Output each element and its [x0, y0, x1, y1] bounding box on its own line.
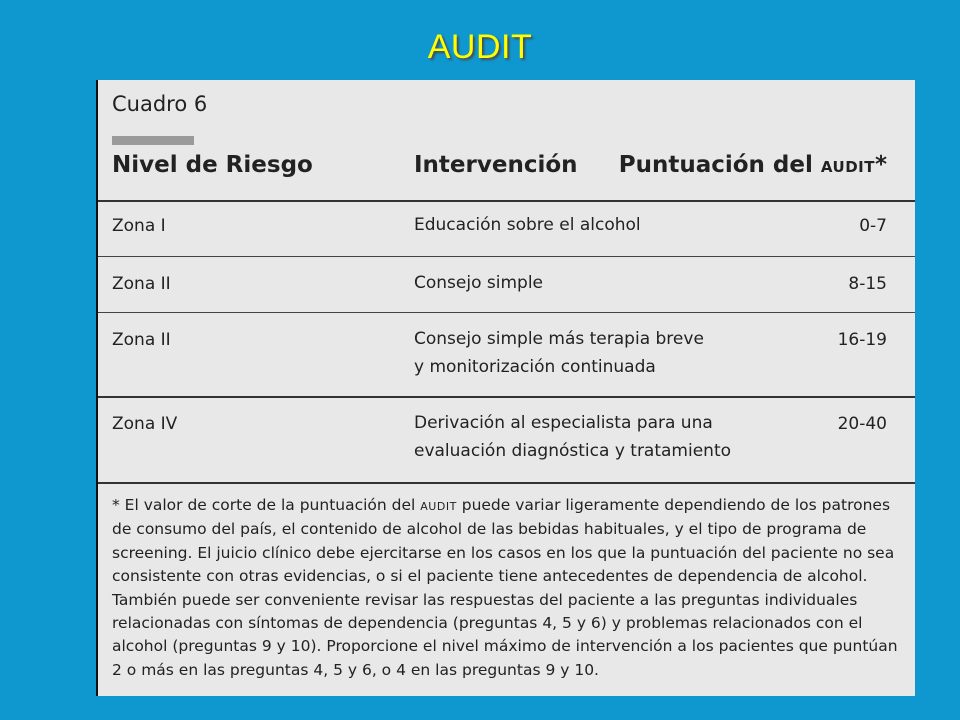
cell-zona: Zona II [112, 330, 171, 350]
header-puntuacion-audit: AUDIT [820, 158, 875, 176]
caption-accent-bar [112, 136, 194, 145]
header-intervencion: Intervención [414, 152, 578, 178]
cell-intervencion: Educación sobre el alcohol [414, 215, 641, 235]
cell-puntuacion: 20-40 [837, 414, 887, 434]
row-divider [98, 396, 915, 398]
cell-intervencion-line1: Consejo simple más terapia breve [414, 329, 704, 349]
header-puntuacion-suffix: * [874, 152, 887, 178]
footnote-text: puede variar ligeramente dependiendo de los patrones de consumo del país, el contenido de alcohol de las bebidas habituales, y el tipo de programa de screening. El juicio clínico debe ejercitarse en los casos en los que la puntuación del paciente no sea consistente con otras evidencias, o si el paciente tiene antecedentes de dependencia de alcohol. También puede ser conveniente revisar las respuestas del paciente a las preguntas individuales relacionadas con síntomas de dependencia (preguntas 4, 5 y 6) y problemas relacionados con el alcohol (preguntas 9 y 10). Proporcione el nivel máximo de intervención a los pacientes que puntúan 2 o más en las preguntas 4, 5 y 6, o 4 en las preguntas 9 y 10. [112, 496, 898, 679]
header-puntuacion-prefix: Puntuación del [618, 152, 821, 178]
header-puntuacion [619, 152, 887, 178]
cell-zona: Zona II [112, 274, 171, 294]
cell-zona: Zona I [112, 216, 166, 236]
footnote [112, 494, 902, 682]
footnote-divider [98, 482, 915, 484]
footnote-audit: AUDIT [420, 500, 457, 513]
header-divider [98, 200, 915, 202]
cell-intervencion-line1: Derivación al especialista para una [414, 413, 713, 433]
row-divider [98, 312, 915, 313]
footnote-prefix: * El valor de corte de la puntuación del [112, 496, 421, 514]
cell-zona: Zona IV [112, 414, 178, 434]
table-caption: Cuadro 6 [112, 92, 208, 116]
cell-puntuacion: 16-19 [837, 330, 887, 350]
cell-puntuacion: 8-15 [848, 274, 887, 294]
audit-table-card [96, 80, 915, 696]
cell-intervencion: Consejo simple [414, 273, 544, 293]
cell-intervencion-line2: evaluación diagnóstica y tratamiento [414, 441, 732, 461]
header-nivel-riesgo: Nivel de Riesgo [112, 152, 313, 178]
row-divider [98, 256, 915, 257]
cell-intervencion-line2: y monitorización continuada [414, 357, 656, 377]
slide-title: AUDIT [427, 28, 533, 66]
cell-puntuacion: 0-7 [859, 216, 887, 236]
